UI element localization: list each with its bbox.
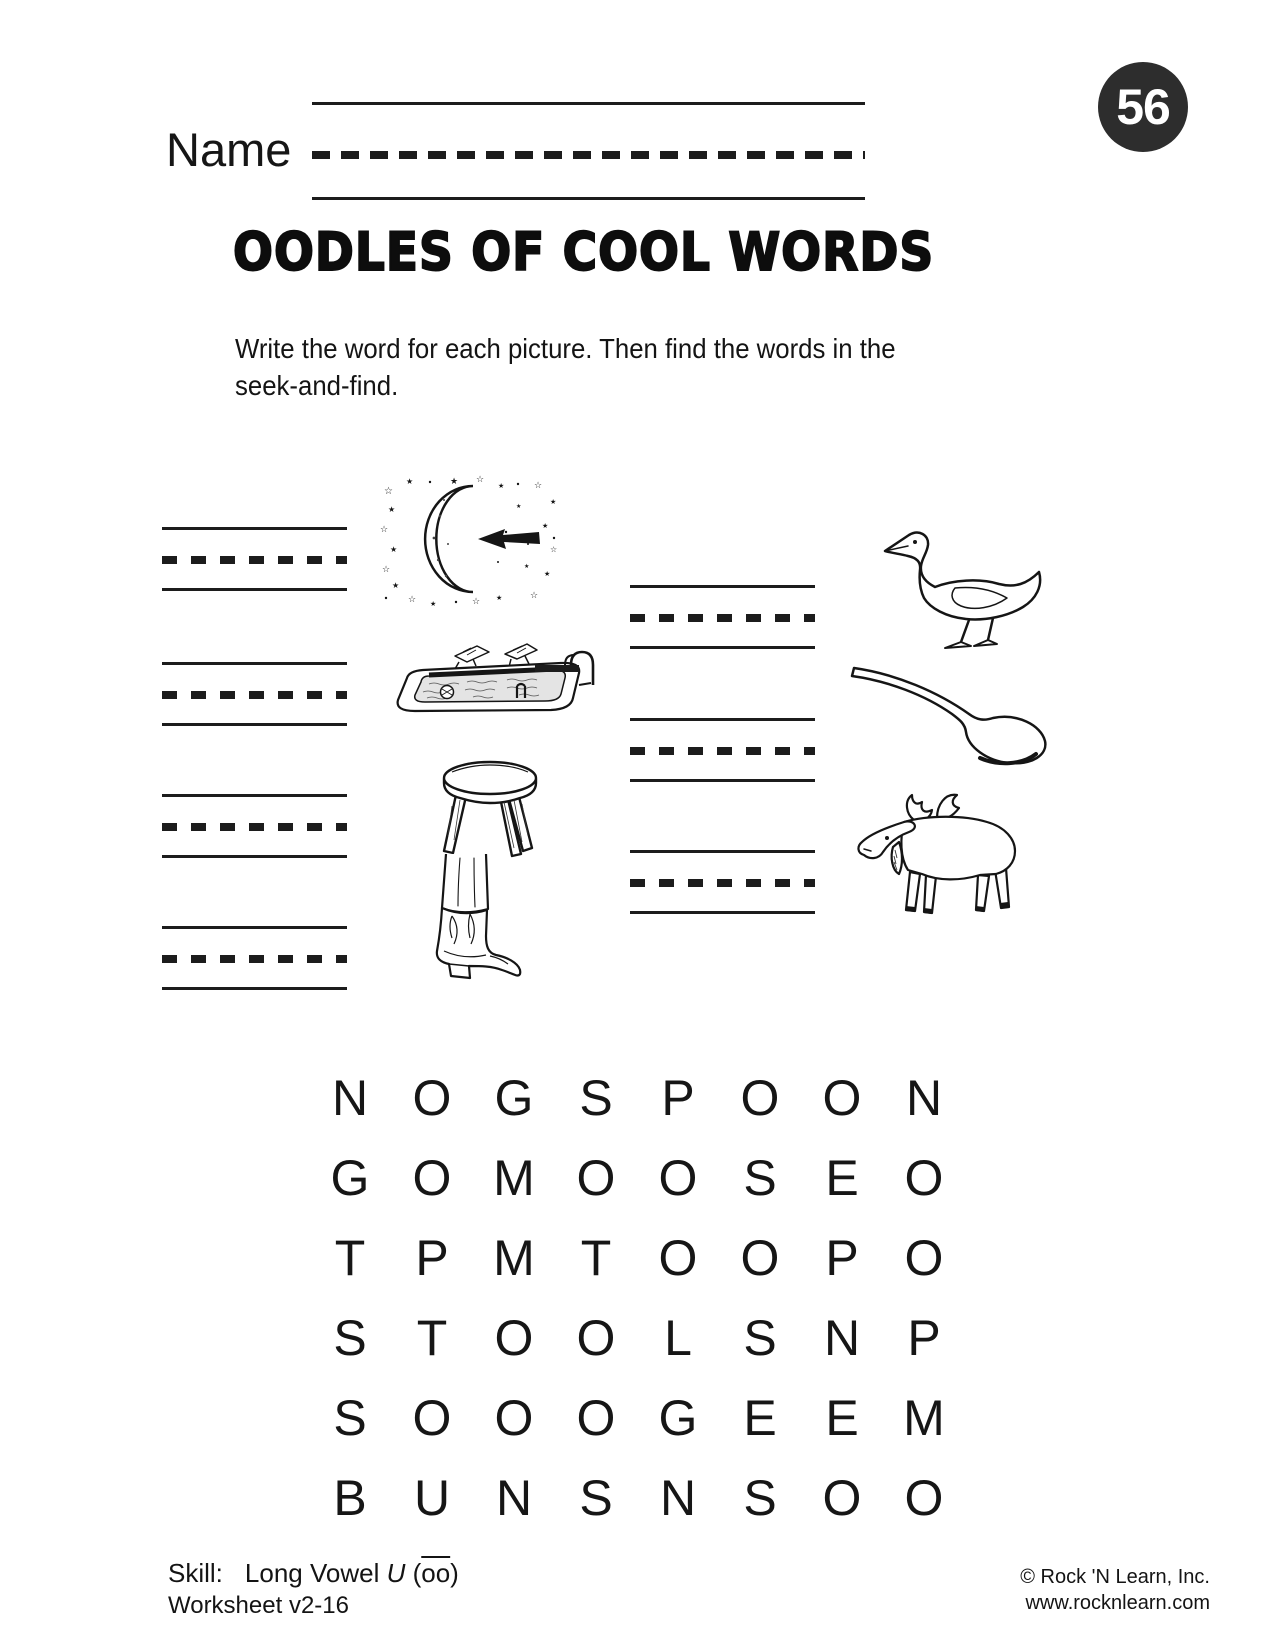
- word-search-letter: S: [579, 1070, 613, 1126]
- word-search-letter: U: [413, 1470, 451, 1526]
- svg-text:★: ★: [550, 498, 557, 506]
- answer-lines-spoon[interactable]: [630, 718, 815, 782]
- svg-text:☆: ☆: [472, 597, 481, 607]
- svg-text:★: ★: [388, 505, 396, 514]
- stool-picture: [436, 756, 544, 864]
- word-search-letter: O: [494, 1310, 534, 1366]
- answer-line-dashed: [630, 614, 815, 622]
- answer-line: [630, 585, 815, 588]
- skill-text: Long Vowel: [244, 1558, 387, 1588]
- svg-text:☆: ☆: [382, 565, 391, 575]
- instructions-line-1: Write the word for each picture. Then find the words in the: [235, 333, 896, 364]
- svg-text:★: ★: [390, 545, 398, 554]
- moon-picture: [378, 472, 563, 612]
- answer-line-dashed: [162, 691, 347, 699]
- word-search-letter: O: [658, 1150, 698, 1206]
- word-search-letter: N: [905, 1070, 943, 1126]
- answer-lines-stool[interactable]: [162, 794, 347, 858]
- svg-text:★: ★: [542, 522, 549, 530]
- worksheet-version: Worksheet v2-16: [168, 1592, 349, 1619]
- word-search-letter: O: [904, 1230, 944, 1286]
- word-search-letter: O: [822, 1470, 862, 1526]
- word-search-letter: B: [333, 1470, 367, 1526]
- svg-text:★: ★: [496, 594, 503, 602]
- word-search-letter: N: [659, 1470, 697, 1526]
- answer-line: [162, 527, 347, 530]
- word-search-letter: G: [494, 1070, 534, 1126]
- word-search-letter: P: [415, 1230, 449, 1286]
- instructions: [235, 330, 896, 404]
- svg-text:☆: ☆: [550, 545, 558, 554]
- copyright-text: © Rock 'N Learn, Inc.: [1020, 1566, 1210, 1588]
- page-number-badge: [1098, 62, 1188, 152]
- word-search-letter: T: [580, 1230, 612, 1286]
- name-line-dashed: [312, 151, 865, 159]
- worksheet-title: OODLES OF COOL WORDS: [233, 222, 935, 284]
- answer-line: [162, 926, 347, 929]
- word-search-letter: S: [333, 1390, 367, 1446]
- answer-line: [162, 794, 347, 797]
- word-search-letter: O: [494, 1390, 534, 1446]
- svg-text:★: ★: [430, 600, 437, 608]
- word-search-letter: S: [579, 1470, 613, 1526]
- website-text: www.rocknlearn.com: [1025, 1592, 1210, 1614]
- name-label: Name: [166, 123, 292, 176]
- svg-text:☆: ☆: [534, 481, 543, 491]
- answer-line-dashed: [162, 823, 347, 831]
- word-search-letter: E: [825, 1150, 859, 1206]
- answer-line: [162, 855, 347, 858]
- word-search-letter: E: [825, 1390, 859, 1446]
- name-line-top: [312, 102, 865, 105]
- svg-text:★: ★: [450, 477, 459, 487]
- footer-right: [1020, 1564, 1210, 1616]
- svg-text:☆: ☆: [408, 595, 417, 605]
- answer-line: [630, 850, 815, 853]
- word-search-letter: E: [743, 1390, 777, 1446]
- word-search-letter: P: [907, 1310, 941, 1366]
- word-search-letter: M: [493, 1230, 535, 1286]
- word-search-letter: O: [740, 1070, 780, 1126]
- word-search-letter: O: [822, 1070, 862, 1126]
- skill-line: [168, 1558, 459, 1589]
- word-search-letter: M: [493, 1150, 535, 1206]
- answer-line: [630, 646, 815, 649]
- answer-line: [162, 987, 347, 990]
- word-search-letter: L: [664, 1310, 692, 1366]
- answer-line: [630, 718, 815, 721]
- word-search-letter: G: [330, 1150, 370, 1206]
- answer-lines-pool[interactable]: [162, 662, 347, 726]
- answer-lines-goose[interactable]: [630, 585, 815, 649]
- svg-text:★: ★: [406, 477, 414, 486]
- answer-line: [630, 911, 815, 914]
- pool-picture: [383, 640, 598, 725]
- name-line-bottom: [312, 197, 865, 200]
- word-search-letter: P: [661, 1070, 695, 1126]
- boot-picture: [414, 854, 529, 988]
- goose-picture: [875, 514, 1050, 656]
- word-search-letter: M: [903, 1390, 945, 1446]
- svg-text:★: ★: [524, 563, 530, 570]
- answer-lines-moon[interactable]: [162, 527, 347, 591]
- word-search-letter: G: [658, 1390, 698, 1446]
- svg-text:★: ★: [498, 482, 505, 490]
- word-search-letter: O: [412, 1150, 452, 1206]
- svg-text:★: ★: [544, 570, 551, 578]
- word-search-letter: P: [825, 1230, 859, 1286]
- answer-line: [162, 588, 347, 591]
- word-search-letter: N: [495, 1470, 533, 1526]
- instructions-line-2: seek-and-find.: [235, 370, 399, 401]
- word-search-letter: S: [333, 1310, 367, 1366]
- word-search-letter: O: [412, 1390, 452, 1446]
- footer-left: [168, 1558, 459, 1620]
- skill-letter-u: U: [386, 1558, 406, 1588]
- answer-lines-moose[interactable]: [630, 850, 815, 914]
- spoon-picture: [848, 664, 1056, 766]
- word-search-letter: O: [904, 1470, 944, 1526]
- answer-line-dashed: [162, 556, 347, 564]
- answer-line-dashed: [630, 879, 815, 887]
- svg-text:☆: ☆: [380, 525, 389, 535]
- answer-line: [162, 662, 347, 665]
- answer-lines-boot[interactable]: [162, 926, 347, 990]
- svg-text:☆: ☆: [530, 591, 539, 601]
- word-search-grid: [309, 1058, 965, 1538]
- word-search-letter: O: [412, 1070, 452, 1126]
- word-search-letter: O: [576, 1150, 616, 1206]
- word-search-letter: O: [740, 1230, 780, 1286]
- svg-text:★: ★: [392, 581, 400, 590]
- answer-line: [162, 723, 347, 726]
- word-search-letter: S: [743, 1470, 777, 1526]
- word-search-letter: N: [823, 1310, 861, 1366]
- answer-line-dashed: [162, 955, 347, 963]
- answer-line-dashed: [630, 747, 815, 755]
- word-search-letter: O: [576, 1310, 616, 1366]
- word-search-letter: O: [576, 1390, 616, 1446]
- word-search-letter: S: [743, 1310, 777, 1366]
- page-number: 56: [1116, 79, 1170, 135]
- skill-paren-open: (: [405, 1558, 422, 1588]
- svg-text:☆: ☆: [384, 486, 393, 497]
- word-search-letter: S: [743, 1150, 777, 1206]
- word-search-letter: O: [658, 1230, 698, 1286]
- word-search-letter: N: [331, 1070, 369, 1126]
- moose-picture: [854, 786, 1022, 918]
- word-search-letter: T: [334, 1230, 366, 1286]
- skill-paren-close: ): [450, 1558, 459, 1588]
- word-search-letter: O: [904, 1150, 944, 1206]
- svg-text:★: ★: [516, 503, 522, 510]
- skill-oo: $\overline{oo}$: [421, 1558, 451, 1588]
- word-search-letter: T: [416, 1310, 448, 1366]
- svg-text:☆: ☆: [476, 475, 485, 485]
- answer-line: [630, 779, 815, 782]
- skill-label: Skill:: [168, 1558, 223, 1588]
